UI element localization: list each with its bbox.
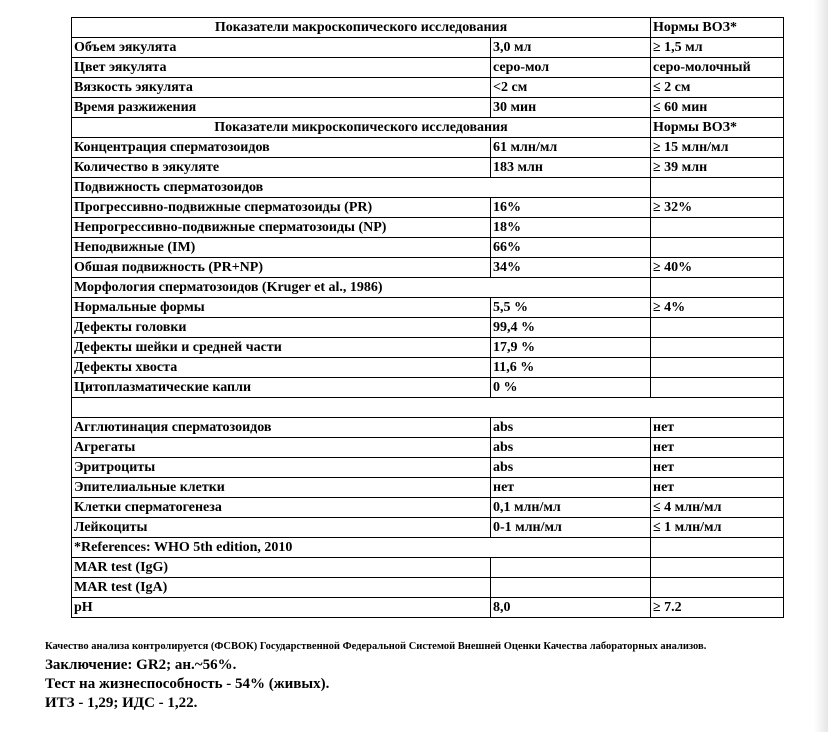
table-row — [72, 158, 784, 178]
table-row — [72, 518, 784, 538]
parameter-name: Обшая подвижность (PR+NP) — [72, 258, 491, 278]
table-row — [72, 98, 784, 118]
parameter-value: <2 см — [491, 78, 651, 98]
table-row — [72, 418, 784, 438]
parameter-name: Дефекты шейки и средней части — [72, 338, 491, 358]
parameter-norm: ≤ 4 млн/мл — [651, 498, 784, 518]
parameter-norm: серо-молочный — [651, 58, 784, 78]
empty-cell — [651, 178, 784, 198]
parameter-name: Время разжижения — [72, 98, 491, 118]
parameter-value: abs — [491, 418, 651, 438]
parameter-norm: нет — [651, 418, 784, 438]
parameter-norm — [651, 238, 784, 258]
parameter-norm: нет — [651, 478, 784, 498]
empty-cell — [651, 278, 784, 298]
parameter-value: 17,9 % — [491, 338, 651, 358]
parameter-norm: нет — [651, 458, 784, 478]
parameter-norm: ≥ 4% — [651, 298, 784, 318]
parameter-value: 0,1 млн/мл — [491, 498, 651, 518]
parameter-norm: ≥ 39 млн — [651, 158, 784, 178]
table-row — [72, 218, 784, 238]
parameter-norm — [651, 338, 784, 358]
parameter-value: 8,0 — [491, 598, 651, 618]
quality-note: Качество анализа контролируется (ФСВОК) Государственной Федеральной Системой Внешней Оценки Качества лабораторных анализов. — [45, 641, 707, 652]
parameter-name: Дефекты хвоста — [72, 358, 491, 378]
parameter-value: 99,4 % — [491, 318, 651, 338]
parameter-value: нет — [491, 478, 651, 498]
parameter-norm — [651, 578, 784, 598]
parameter-name: MAR test (IgA) — [72, 578, 491, 598]
table-row — [72, 78, 784, 98]
section-subheader: Подвижность сперматозоидов — [72, 178, 651, 198]
parameter-norm: ≤ 60 мин — [651, 98, 784, 118]
parameter-norm: ≥ 40% — [651, 258, 784, 278]
empty-cell — [651, 538, 784, 558]
parameter-norm: ≥ 1,5 мл — [651, 38, 784, 58]
morphology-header-row — [72, 278, 784, 298]
parameter-name: Количество в эякуляте — [72, 158, 491, 178]
parameter-norm: ≥ 7.2 — [651, 598, 784, 618]
table-row — [72, 138, 784, 158]
viability-line: Тест на жизнеспособность - 54% (живых). — [45, 676, 330, 692]
section-subheader: *References: WHO 5th edition, 2010 — [72, 538, 651, 558]
table-row — [72, 338, 784, 358]
parameter-value: 0-1 млн/мл — [491, 518, 651, 538]
parameter-value: abs — [491, 458, 651, 478]
motility-header-row — [72, 178, 784, 198]
table-row — [72, 358, 784, 378]
parameter-norm: ≤ 2 см — [651, 78, 784, 98]
conclusion-line: Заключение: GR2; ан.~56%. — [45, 657, 237, 673]
parameter-norm — [651, 218, 784, 238]
parameter-value: 66% — [491, 238, 651, 258]
report-footer — [45, 641, 805, 713]
parameter-norm — [651, 358, 784, 378]
parameter-norm — [651, 378, 784, 398]
table-row — [72, 38, 784, 58]
parameter-name: Неподвижные (IM) — [72, 238, 491, 258]
table-row — [72, 318, 784, 338]
parameter-name: Прогрессивно-подвижные сперматозоиды (PR) — [72, 198, 491, 218]
parameter-name: Объем эякулята — [72, 38, 491, 58]
micro-header-row — [72, 118, 784, 138]
parameter-name: MAR test (IgG) — [72, 558, 491, 578]
parameter-value — [491, 558, 651, 578]
norms-header: Нормы ВОЗ* — [651, 118, 784, 138]
parameter-value: 183 млн — [491, 158, 651, 178]
parameter-norm: нет — [651, 438, 784, 458]
page-edge-shadow — [814, 0, 828, 732]
parameter-norm — [651, 558, 784, 578]
parameter-value: 3,0 мл — [491, 38, 651, 58]
references-row — [72, 538, 784, 558]
empty-cell — [72, 398, 784, 418]
parameter-norm: ≥ 32% — [651, 198, 784, 218]
parameter-norm: ≤ 1 млн/мл — [651, 518, 784, 538]
table-row — [72, 298, 784, 318]
parameter-norm: ≥ 15 млн/мл — [651, 138, 784, 158]
parameter-value: 18% — [491, 218, 651, 238]
parameter-name: Агглютинация сперматозоидов — [72, 418, 491, 438]
table-row — [72, 378, 784, 398]
parameter-name: pH — [72, 598, 491, 618]
parameter-value: 11,6 % — [491, 358, 651, 378]
table-row — [72, 438, 784, 458]
macro-header-row — [72, 18, 784, 38]
parameter-value: 16% — [491, 198, 651, 218]
parameter-name: Агрегаты — [72, 438, 491, 458]
parameter-value: 34% — [491, 258, 651, 278]
parameter-name: Лейкоциты — [72, 518, 491, 538]
section-subheader: Морфология сперматозоидов (Kruger et al., 1986) — [72, 278, 651, 298]
parameter-value: 30 мин — [491, 98, 651, 118]
parameter-name: Цвет эякулята — [72, 58, 491, 78]
table-row — [72, 198, 784, 218]
parameter-value: серо-мол — [491, 58, 651, 78]
table-row — [72, 598, 784, 618]
parameter-value: abs — [491, 438, 651, 458]
table-row — [72, 238, 784, 258]
parameter-name: Клетки сперматогенеза — [72, 498, 491, 518]
table-row — [72, 258, 784, 278]
table-row — [72, 458, 784, 478]
parameter-name: Эпителиальные клетки — [72, 478, 491, 498]
blank-row — [72, 398, 784, 418]
parameter-name: Цитоплазматические капли — [72, 378, 491, 398]
table-row — [72, 578, 784, 598]
parameter-value: 5,5 % — [491, 298, 651, 318]
indices-line: ИТЗ - 1,29; ИДС - 1,22. — [45, 695, 198, 711]
parameter-name: Дефекты головки — [72, 318, 491, 338]
norms-header: Нормы ВОЗ* — [651, 18, 784, 38]
parameter-value — [491, 578, 651, 598]
table-row — [72, 558, 784, 578]
parameter-name: Вязкость эякулята — [72, 78, 491, 98]
table-row — [72, 498, 784, 518]
parameter-name: Нормальные формы — [72, 298, 491, 318]
parameter-name: Концентрация сперматозоидов — [72, 138, 491, 158]
parameter-value: 0 % — [491, 378, 651, 398]
section-header-title: Показатели макроскопического исследования — [72, 18, 651, 38]
table-row — [72, 58, 784, 78]
parameter-name: Непрогрессивно-подвижные сперматозоиды (NP) — [72, 218, 491, 238]
parameter-value: 61 млн/мл — [491, 138, 651, 158]
semen-analysis-table — [71, 17, 784, 618]
table-row — [72, 478, 784, 498]
parameter-name: Эритроциты — [72, 458, 491, 478]
section-header-title: Показатели микроскопического исследования — [72, 118, 651, 138]
parameter-norm — [651, 318, 784, 338]
